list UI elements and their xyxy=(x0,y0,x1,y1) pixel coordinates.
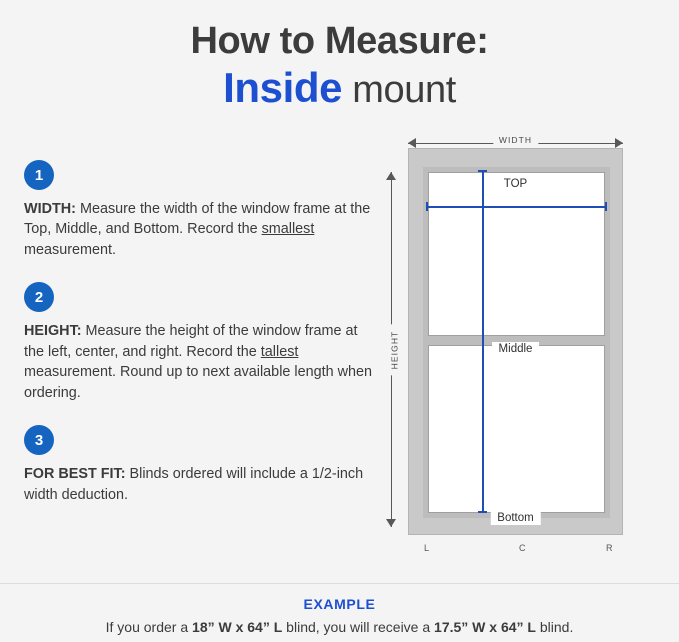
position-mark-left: L xyxy=(424,543,430,553)
step-body-3a: Blinds ordered will include a 1/2-inch width deduction. xyxy=(24,466,364,503)
height-dimension-arrow xyxy=(384,172,398,527)
pane-label-top: TOP xyxy=(497,177,534,191)
step-emphasis-1: smallest xyxy=(261,221,315,238)
step-text-3 xyxy=(24,464,374,505)
measure-line-height xyxy=(482,170,484,512)
step-body-2a: Measure the height of the window frame at the left, center, and right. Record the xyxy=(24,323,358,360)
step-emphasis-2: tallest xyxy=(260,343,299,360)
example-text xyxy=(0,619,679,635)
steps-list xyxy=(24,160,374,527)
measure-tick-width-right xyxy=(605,202,607,211)
measure-tick-height-top xyxy=(478,170,487,172)
example-middle: blind, you will receive a xyxy=(282,619,435,635)
title-accent-word: Inside xyxy=(223,63,343,111)
step-badge-1: 1 xyxy=(24,160,54,190)
example-section xyxy=(0,596,679,635)
step-item-1 xyxy=(24,160,374,260)
step-body-2b: measurement. Round up to next available length when ordering. xyxy=(24,364,372,401)
step-badge-3: 3 xyxy=(24,425,54,455)
step-item-2 xyxy=(24,282,374,403)
example-prefix: If you order a xyxy=(105,619,193,635)
arrow-down-icon xyxy=(386,519,396,527)
title-rest-word: mount xyxy=(342,68,456,111)
step-body-1a: Measure the width of the window frame at the Top, Middle, and Bottom. Record the xyxy=(24,201,371,238)
arrow-left-icon xyxy=(408,138,416,148)
step-item-3 xyxy=(24,425,374,505)
position-mark-right: R xyxy=(606,543,613,553)
example-order-size: 18” W x 64” L xyxy=(192,619,283,635)
example-result-size: 17.5” W x 64” L xyxy=(434,619,536,635)
step-label-1: WIDTH: xyxy=(24,201,76,217)
measure-line-width xyxy=(426,206,607,208)
step-text-2 xyxy=(24,321,374,403)
step-label-3: FOR BEST FIT: xyxy=(24,466,126,483)
example-title: EXAMPLE xyxy=(303,596,376,612)
window-pane-bottom xyxy=(428,345,605,513)
window-frame-outer xyxy=(408,148,623,535)
pane-label-bottom: Bottom xyxy=(490,511,540,525)
measure-tick-width-left xyxy=(426,202,428,211)
position-mark-center: C xyxy=(519,543,526,553)
page-title xyxy=(0,0,679,114)
width-dimension-label: WIDTH xyxy=(493,135,538,145)
height-dimension-label: HEIGHT xyxy=(387,324,401,375)
window-pane-top xyxy=(428,172,605,336)
window-diagram xyxy=(376,130,658,560)
arrow-right-icon xyxy=(615,138,623,148)
measure-tick-height-bottom xyxy=(478,511,487,513)
arrow-up-icon xyxy=(386,172,396,180)
step-label-2: HEIGHT: xyxy=(24,323,82,340)
example-suffix: blind. xyxy=(535,619,574,635)
step-body-1b: measurement. xyxy=(24,241,116,258)
title-line-2 xyxy=(0,62,679,115)
step-text-1 xyxy=(24,199,374,260)
footer-divider xyxy=(0,583,679,584)
step-badge-2: 2 xyxy=(24,282,54,312)
title-line-1: How to Measure: xyxy=(190,20,489,62)
pane-label-middle: Middle xyxy=(492,342,540,356)
